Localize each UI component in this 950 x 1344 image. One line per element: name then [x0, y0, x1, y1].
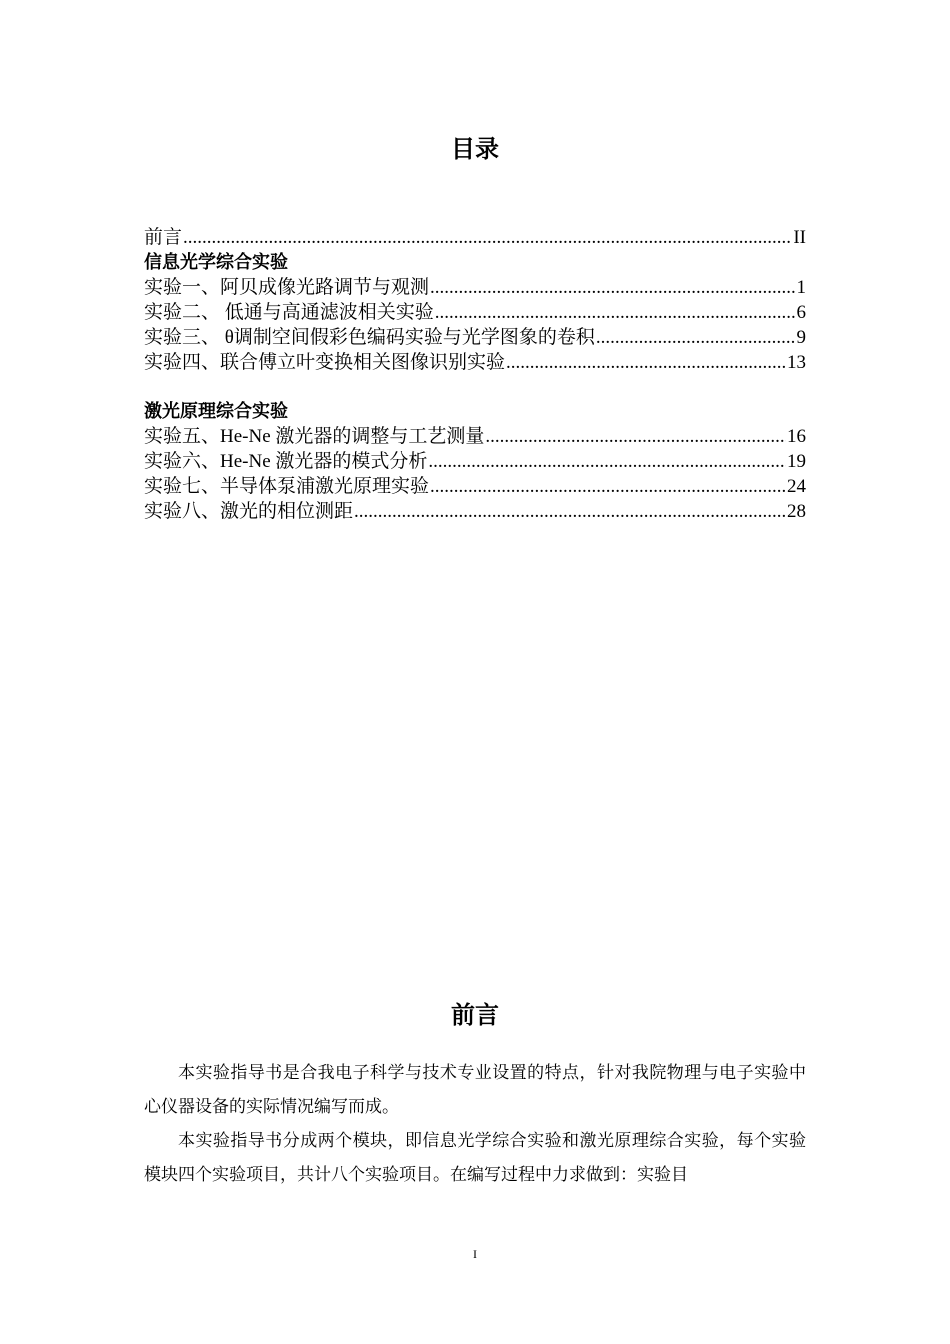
preface-body	[144, 1056, 806, 1192]
toc-leader-dots	[435, 300, 796, 325]
preface-paragraph: 本实验指导书分成两个模块，即信息光学综合实验和激光原理综合实验，每个实验模块四个实验项目，共计八个实验项目。在编写过程中力求做到：实验目	[144, 1131, 806, 1184]
toc-leader-dots	[506, 350, 786, 375]
toc-leader-dots	[596, 325, 796, 350]
toc-section-title-laser: 激光原理综合实验	[144, 401, 288, 422]
preface-title: 前言	[451, 1001, 499, 1029]
toc-leader-dots	[183, 225, 792, 250]
toc-entry-page: 16	[787, 426, 806, 447]
toc-entry-page: 6	[796, 302, 806, 323]
table-of-contents	[144, 225, 806, 524]
toc-entry-label: 实验五、He-Ne 激光器的调整与工艺测量	[144, 426, 485, 447]
toc-entry-page: 28	[787, 501, 806, 522]
toc-entry-exp7[interactable]	[144, 474, 806, 499]
toc-entry-exp5[interactable]	[144, 424, 806, 449]
toc-entry-label: 实验七、半导体泵浦激光原理实验	[144, 476, 430, 497]
toc-leader-dots	[485, 424, 786, 449]
toc-section-spacer	[144, 375, 806, 399]
toc-leader-dots	[430, 275, 795, 300]
toc-entry-exp3[interactable]	[144, 325, 806, 350]
toc-section-title-info-optics: 信息光学综合实验	[144, 252, 288, 273]
toc-entry-preface[interactable]	[144, 225, 806, 250]
toc-entry-label: 实验六、He-Ne 激光器的模式分析	[144, 451, 428, 472]
toc-leader-dots	[354, 499, 786, 524]
toc-entry-exp4[interactable]	[144, 350, 806, 375]
toc-entry-page: 1	[796, 277, 806, 298]
toc-entry-label: 实验三、 θ调制空间假彩色编码实验与光学图象的卷积	[144, 327, 595, 348]
toc-entry-page: 24	[787, 476, 806, 497]
toc-entry-page: 13	[787, 352, 806, 373]
toc-entry-exp1[interactable]	[144, 275, 806, 300]
toc-entry-label: 前言	[144, 227, 183, 248]
toc-leader-dots	[430, 474, 786, 499]
toc-entry-label: 实验一、阿贝成像光路调节与观测	[144, 277, 430, 298]
toc-entry-label: 实验二、 低通与高通滤波相关实验	[144, 302, 434, 323]
toc-leader-dots	[428, 449, 786, 474]
toc-entry-page: II	[793, 227, 806, 248]
toc-entry-exp6[interactable]	[144, 449, 806, 474]
toc-entry-page: 19	[787, 451, 806, 472]
toc-entry-exp2[interactable]	[144, 300, 806, 325]
toc-entry-page: 9	[796, 327, 806, 348]
page-number: I	[473, 1247, 477, 1261]
preface-paragraph: 本实验指导书是合我电子科学与技术专业设置的特点，针对我院物理与电子实验中心仪器设备的实际情况编写而成。	[144, 1063, 806, 1116]
toc-title: 目录	[451, 135, 499, 163]
toc-entry-exp8[interactable]	[144, 499, 806, 524]
toc-entry-label: 实验八、激光的相位测距	[144, 501, 354, 522]
toc-entry-label: 实验四、联合傅立叶变换相关图像识别实验	[144, 352, 506, 373]
